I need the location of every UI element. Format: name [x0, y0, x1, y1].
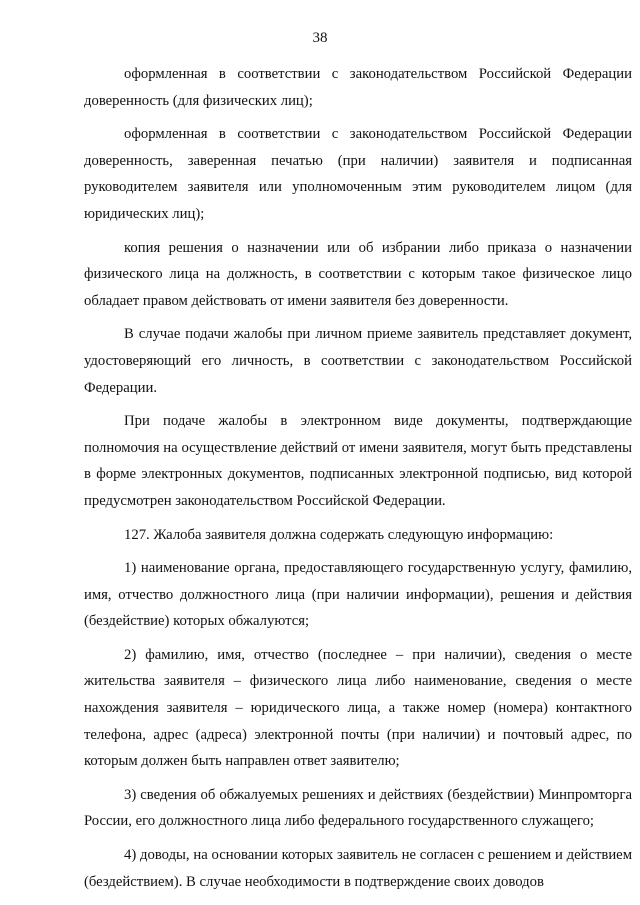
list-item-2: 2) фамилию, имя, отчество (последнее – при наличии), сведения о месте жительства заявителя – физического лица либо наименование, сведения о месте нахождения заявителя – юридического лица, а также номер (номера) контактного телефона, адрес (адреса) электронной почты (при наличии) и почтовый адрес, по которым должен быть направлен ответ заявителю;	[84, 646, 632, 770]
paragraph-power-of-attorney-legal-entities: оформленная в соответствии с законодательством Российской Федерации доверенность, заверенная печатью (при наличии) заявителя и подписанная руководителем заявителя или уполномоченным этим руководителем лицом (для юридических лиц);	[84, 126, 632, 222]
list-item-4: 4) доводы, на основании которых заявитель не согласен с решением и действием (бездействием). В случае необходимости в подтверждение своих доводов	[84, 847, 632, 890]
list-item-3: 3) сведения об обжалуемых решениях и действиях (бездействии) Минпромторга России, его должностного лица либо федерального государственного служащего;	[84, 786, 632, 830]
paragraph-appointment-decision-copy: копия решения о назначении или об избрании либо приказа о назначении физического лица на должность, в соответствии с которым такое физическое лицо обладает правом действовать от имени заявителя без доверенности.	[84, 239, 632, 309]
paragraph-power-of-attorney-individuals: оформленная в соответствии с законодательством Российской Федерации доверенность (для физических лиц);	[84, 66, 632, 109]
paragraph-electronic-submission: При подаче жалобы в электронном виде документы, подтверждающие полномочия на осуществление действий от имени заявителя, могут быть представлены в форме электронных документов, подписанных электронной подписью, вид которой предусмотрен законодательством Российской Федерации.	[84, 413, 632, 509]
document-body	[84, 61, 632, 902]
page-number: 38	[312, 30, 328, 46]
list-item-1: 1) наименование органа, предоставляющего государственную услугу, фамилию, имя, отчество должностного лица (при наличии информации), решения и действия (бездействие) которых обжалуются;	[84, 560, 632, 630]
paragraph-personal-reception: В случае подачи жалобы при личном приеме заявитель представляет документ, удостоверяющий его личность, в соответствии с законодательством Российской Федерации.	[84, 326, 632, 396]
paragraph-127-heading: 127. Жалоба заявителя должна содержать следующую информацию:	[124, 526, 554, 543]
